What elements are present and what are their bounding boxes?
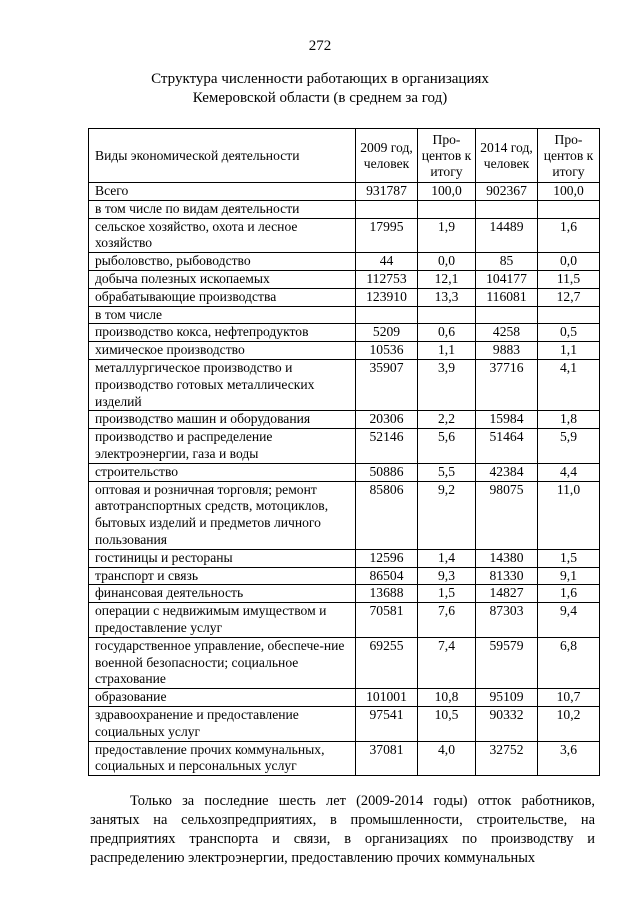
cell-2009-people: [356, 200, 418, 218]
cell-activity: финансовая деятельность: [89, 585, 356, 603]
cell-2009-percent: 7,4: [418, 637, 476, 688]
cell-activity: операции с недвижимым имуществом и предоставление услуг: [89, 603, 356, 638]
cell-2009-percent: 9,2: [418, 481, 476, 549]
cell-2009-percent: [418, 200, 476, 218]
header-2014-percent: Про-центов к итогу: [538, 129, 600, 183]
table-row: [89, 253, 600, 271]
cell-2014-percent: 1,6: [538, 585, 600, 603]
cell-2014-people: 85: [476, 253, 538, 271]
table-row: [89, 689, 600, 707]
cell-2014-percent: 11,0: [538, 481, 600, 549]
header-2009-people: 2009 год, человек: [356, 129, 418, 183]
cell-2014-people: 87303: [476, 603, 538, 638]
cell-2014-percent: 4,4: [538, 463, 600, 481]
cell-2014-people: 902367: [476, 183, 538, 201]
cell-2014-people: 14827: [476, 585, 538, 603]
table-row: [89, 342, 600, 360]
cell-2014-people: 15984: [476, 411, 538, 429]
cell-2014-percent: 1,6: [538, 218, 600, 253]
page-number: 272: [308, 38, 332, 54]
cell-activity: производство кокса, нефтепродуктов: [89, 324, 356, 342]
cell-2009-people: 52146: [356, 429, 418, 464]
table-title: [0, 70, 640, 108]
employment-structure-table: [88, 128, 600, 776]
title-line-2: Кемеровской области (в среднем за год): [192, 90, 448, 106]
cell-2014-percent: [538, 200, 600, 218]
table-row: [89, 306, 600, 324]
cell-activity: Всего: [89, 183, 356, 201]
table-row: [89, 637, 600, 688]
table-row: [89, 324, 600, 342]
table-row: [89, 411, 600, 429]
cell-2014-people: 98075: [476, 481, 538, 549]
cell-2014-percent: 9,4: [538, 603, 600, 638]
cell-2009-percent: 10,8: [418, 689, 476, 707]
cell-activity: государственное управление, обеспече-ние военной безопасности; социальное страхование: [89, 637, 356, 688]
cell-2009-percent: 2,2: [418, 411, 476, 429]
cell-2014-people: 90332: [476, 706, 538, 741]
cell-2014-percent: 3,6: [538, 741, 600, 776]
table-row: [89, 359, 600, 410]
table-row: [89, 481, 600, 549]
cell-2009-people: 12596: [356, 549, 418, 567]
cell-2009-percent: 7,6: [418, 603, 476, 638]
cell-activity: предоставление прочих коммунальных, социальных и персональных услуг: [89, 741, 356, 776]
cell-activity: добыча полезных ископаемых: [89, 270, 356, 288]
table-row: [89, 429, 600, 464]
table-row: [89, 463, 600, 481]
cell-2014-percent: 0,5: [538, 324, 600, 342]
cell-2009-people: 13688: [356, 585, 418, 603]
cell-2009-people: 86504: [356, 567, 418, 585]
cell-2014-percent: 4,1: [538, 359, 600, 410]
cell-2014-people: 14380: [476, 549, 538, 567]
table-row: [89, 549, 600, 567]
cell-2014-people: 4258: [476, 324, 538, 342]
title-line-1: Структура численности работающих в организациях: [151, 71, 489, 87]
cell-activity: образование: [89, 689, 356, 707]
cell-2009-people: 35907: [356, 359, 418, 410]
cell-2014-percent: 6,8: [538, 637, 600, 688]
table-row: [89, 288, 600, 306]
cell-activity: гостиницы и рестораны: [89, 549, 356, 567]
cell-2009-people: 85806: [356, 481, 418, 549]
cell-2009-percent: 5,6: [418, 429, 476, 464]
header-2014-people: 2014 год, человек: [476, 129, 538, 183]
cell-2009-people: 5209: [356, 324, 418, 342]
cell-2009-percent: 10,5: [418, 706, 476, 741]
cell-activity: здравоохранение и предоставление социальных услуг: [89, 706, 356, 741]
body-paragraph: Только за последние шесть лет (2009-2014 годы) отток работников, занятых на сельхозпредприятиях, в промышленности, строительстве, на предприятиях транспорта и связи, в организациях по производству и распределению электроэнергии, предоставлению прочих коммунальных: [90, 793, 595, 866]
cell-2014-people: 9883: [476, 342, 538, 360]
cell-2009-percent: 13,3: [418, 288, 476, 306]
cell-2009-percent: 100,0: [418, 183, 476, 201]
cell-activity: производство и распределение электроэнергии, газа и воды: [89, 429, 356, 464]
header-activity: Виды экономической деятельности: [89, 129, 356, 183]
cell-2009-percent: 5,5: [418, 463, 476, 481]
cell-2014-percent: 1,8: [538, 411, 600, 429]
table-row: [89, 706, 600, 741]
cell-2009-percent: 1,5: [418, 585, 476, 603]
cell-activity: строительство: [89, 463, 356, 481]
cell-2009-people: 97541: [356, 706, 418, 741]
cell-2014-percent: 12,7: [538, 288, 600, 306]
cell-2009-percent: 0,6: [418, 324, 476, 342]
cell-2014-people: 14489: [476, 218, 538, 253]
table-row: [89, 183, 600, 201]
cell-2014-percent: 0,0: [538, 253, 600, 271]
cell-2009-people: 70581: [356, 603, 418, 638]
cell-2009-people: 10536: [356, 342, 418, 360]
table-row: [89, 603, 600, 638]
cell-2009-percent: 3,9: [418, 359, 476, 410]
table-row: [89, 218, 600, 253]
table-body: [89, 183, 600, 776]
cell-2014-people: [476, 200, 538, 218]
cell-2014-percent: 9,1: [538, 567, 600, 585]
table-row: [89, 567, 600, 585]
cell-2009-percent: 1,4: [418, 549, 476, 567]
table-row: [89, 270, 600, 288]
cell-2014-people: 51464: [476, 429, 538, 464]
cell-activity: металлургическое производство и производство готовых металлических изделий: [89, 359, 356, 410]
cell-activity: рыболовство, рыбоводство: [89, 253, 356, 271]
cell-2009-people: [356, 306, 418, 324]
cell-2014-people: 42384: [476, 463, 538, 481]
cell-2009-percent: [418, 306, 476, 324]
cell-2014-people: 37716: [476, 359, 538, 410]
cell-activity: в том числе: [89, 306, 356, 324]
table-row: [89, 585, 600, 603]
cell-2014-percent: 100,0: [538, 183, 600, 201]
cell-2009-people: 101001: [356, 689, 418, 707]
cell-activity: транспорт и связь: [89, 567, 356, 585]
cell-2014-people: 81330: [476, 567, 538, 585]
cell-2009-people: 37081: [356, 741, 418, 776]
cell-2009-people: 44: [356, 253, 418, 271]
table-row: [89, 741, 600, 776]
cell-2009-people: 112753: [356, 270, 418, 288]
cell-2014-people: [476, 306, 538, 324]
cell-2014-people: 32752: [476, 741, 538, 776]
cell-2009-percent: 1,1: [418, 342, 476, 360]
cell-2014-percent: 10,7: [538, 689, 600, 707]
cell-activity: обрабатывающие производства: [89, 288, 356, 306]
cell-2014-people: 104177: [476, 270, 538, 288]
table-row: [89, 200, 600, 218]
cell-activity: химическое производство: [89, 342, 356, 360]
cell-2009-people: 50886: [356, 463, 418, 481]
cell-activity: в том числе по видам деятельности: [89, 200, 356, 218]
cell-2009-percent: 1,9: [418, 218, 476, 253]
cell-2009-percent: 9,3: [418, 567, 476, 585]
cell-2014-percent: 10,2: [538, 706, 600, 741]
cell-2014-people: 95109: [476, 689, 538, 707]
cell-2014-percent: 1,1: [538, 342, 600, 360]
header-2009-percent: Про-центов к итогу: [418, 129, 476, 183]
cell-activity: производство машин и оборудования: [89, 411, 356, 429]
cell-activity: оптовая и розничная торговля; ремонт автотранспортных средств, мотоциклов, бытовых изделий и предметов личного пользования: [89, 481, 356, 549]
cell-2014-percent: 5,9: [538, 429, 600, 464]
cell-2014-percent: 1,5: [538, 549, 600, 567]
cell-2009-people: 17995: [356, 218, 418, 253]
cell-2014-percent: 11,5: [538, 270, 600, 288]
table-header-row: [89, 129, 600, 183]
cell-2009-people: 20306: [356, 411, 418, 429]
cell-2009-percent: 12,1: [418, 270, 476, 288]
cell-activity: сельское хозяйство, охота и лесное хозяйство: [89, 218, 356, 253]
cell-2009-people: 931787: [356, 183, 418, 201]
cell-2009-percent: 4,0: [418, 741, 476, 776]
cell-2014-percent: [538, 306, 600, 324]
cell-2014-people: 59579: [476, 637, 538, 688]
cell-2014-people: 116081: [476, 288, 538, 306]
cell-2009-people: 123910: [356, 288, 418, 306]
cell-2009-people: 69255: [356, 637, 418, 688]
cell-2009-percent: 0,0: [418, 253, 476, 271]
